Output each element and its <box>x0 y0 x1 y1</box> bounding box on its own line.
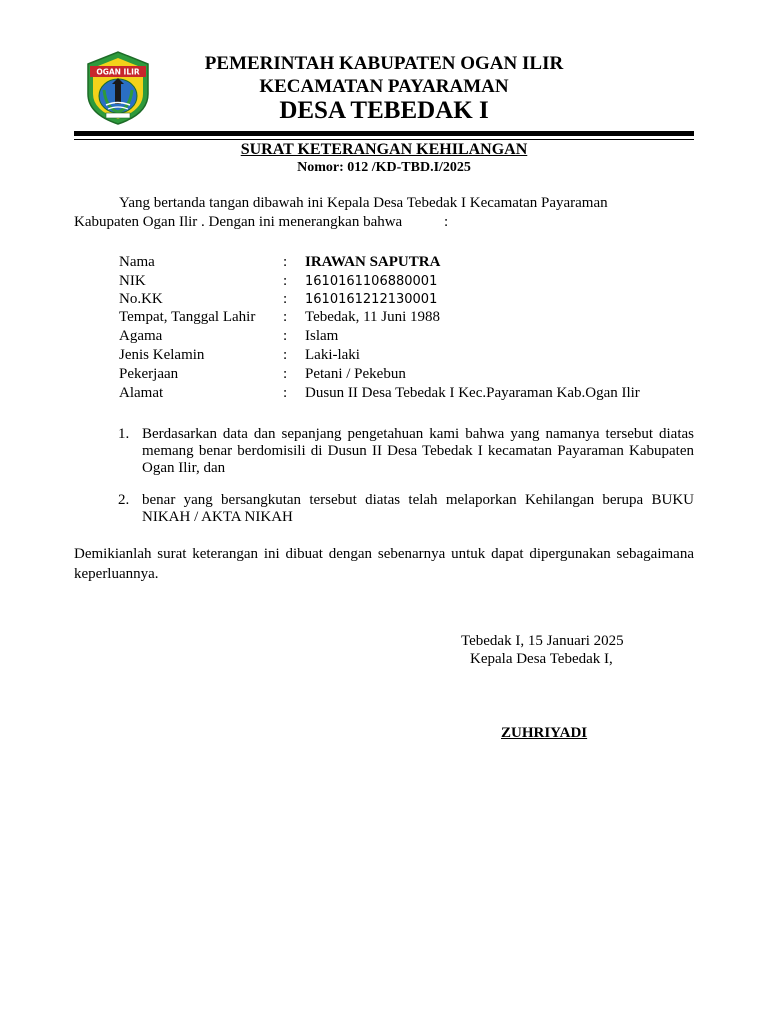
field-label: Pekerjaan <box>119 366 179 382</box>
closing-paragraph: Demikianlah surat keterangan ini dibuat dengan sebenarnya untuk dapat dipergunakan sebagaimana keperluannya. <box>74 546 694 582</box>
signature-place-date: Tebedak I, 15 Januari 2025 <box>461 633 624 649</box>
field-colon: : <box>283 385 288 401</box>
list-number: 1. <box>118 426 130 442</box>
field-value: 1610161212130001 <box>305 292 438 307</box>
intro-colon: : <box>444 214 449 230</box>
field-label: No.KK <box>119 291 163 307</box>
field-colon: : <box>283 309 288 325</box>
signature-position: Kepala Desa Tebedak I, <box>470 651 613 667</box>
list-number: 2. <box>118 492 130 508</box>
field-label: NIK <box>119 273 146 289</box>
list-item <box>118 426 694 478</box>
list-text: benar yang bersangkutan tersebut diatas telah melaporkan Kehilangan berupa BUKU NIKAH / AKTA NIKAH <box>142 492 694 525</box>
list-item <box>118 492 694 528</box>
field-label: Nama <box>119 254 155 270</box>
header-government: PEMERINTAH KABUPATEN OGAN ILIR <box>204 53 564 74</box>
intro-line-1: Yang bertanda tangan dibawah ini Kepala Desa Tebedak I Kecamatan Payaraman <box>119 195 608 211</box>
field-value: Tebedak, 11 Juni 1988 <box>305 309 441 325</box>
field-value: Laki-laki <box>305 347 360 363</box>
header-divider-thin <box>74 139 694 140</box>
intro-line-2: Kabupaten Ogan Ilir . Dengan ini menerangkan bahwa <box>74 214 403 230</box>
field-colon: : <box>283 291 288 307</box>
header-district: KECAMATAN PAYARAMAN <box>259 76 509 97</box>
field-colon: : <box>283 254 288 270</box>
field-value: 1610161106880001 <box>305 274 438 289</box>
signature-name: ZUHRIYADI <box>501 725 588 741</box>
field-label: Agama <box>119 328 163 344</box>
field-value: Dusun II Desa Tebedak I Kec.Payaraman Kab.Ogan Ilir <box>305 385 640 401</box>
field-colon: : <box>283 273 288 289</box>
header-village: DESA TEBEDAK I <box>279 97 489 124</box>
field-label: Tempat, Tanggal Lahir <box>119 309 256 325</box>
field-label: Jenis Kelamin <box>119 347 205 363</box>
field-label: Alamat <box>119 385 164 401</box>
field-value: IRAWAN SAPUTRA <box>305 254 441 270</box>
field-colon: : <box>283 366 288 382</box>
document-number: Nomor: 012 /KD-TBD.I/2025 <box>297 160 471 175</box>
field-value: Petani / Pekebun <box>305 366 406 382</box>
field-colon: : <box>283 328 288 344</box>
field-colon: : <box>283 347 288 363</box>
list-text: Berdasarkan data dan sepanjang pengetahuan kami bahwa yang namanya tersebut diatas memang benar berdomisili di Dusun II Desa Tebedak I kecamatan Payaraman Kabupaten Ogan Ilir, dan <box>142 426 694 476</box>
emblem-text: OGAN ILIR <box>96 67 140 77</box>
field-value: Islam <box>305 328 339 344</box>
header-divider-thick <box>74 131 694 136</box>
document-title: SURAT KETERANGAN KEHILANGAN <box>240 141 528 158</box>
